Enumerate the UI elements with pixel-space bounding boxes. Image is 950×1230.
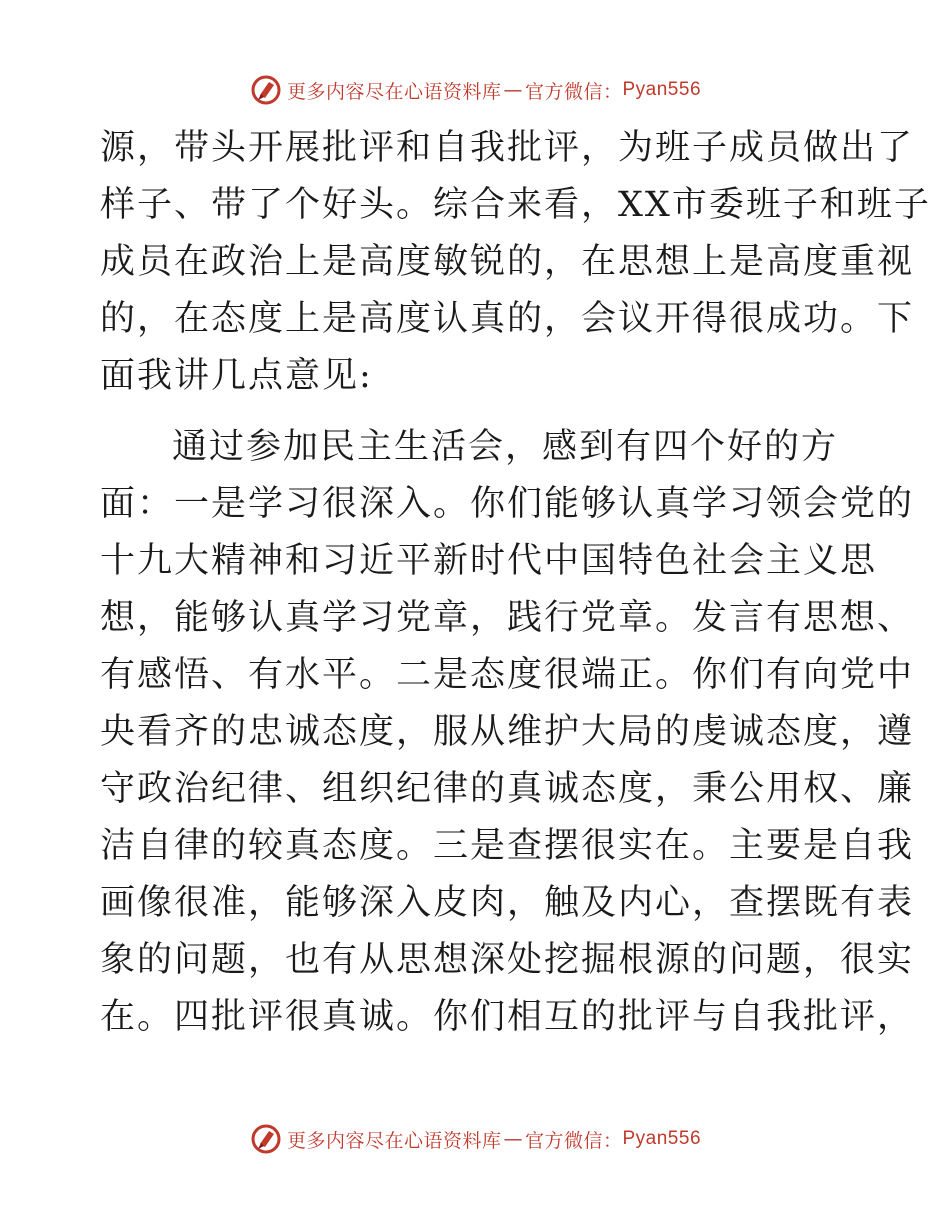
banner-wechat-label: 官方微信： — [524, 1129, 623, 1152]
banner-separator: — — [503, 1128, 523, 1150]
text-line: 成员在政治上是高度敏锐的，在思想上是高度重视 — [100, 242, 915, 282]
banner-text: 更多内容尽在心语资料库 — [286, 1129, 502, 1152]
text-line: 在。四批评很真诚。你们相互的批评与自我批评， — [100, 997, 915, 1037]
text-line: 源，带头开展批评和自我批评，为班子成员做出了 — [100, 128, 915, 168]
text-line: 的，在态度上是高度认真的，会议开得很成功。下 — [100, 299, 915, 339]
text-line: 画像很准，能够深入皮肉，触及内心，查摆既有表 — [100, 883, 915, 923]
text-line: 十九大精神和习近平新时代中国特色社会主义思 — [100, 541, 878, 581]
text-line: 有感悟、有水平。二是态度很端正。你们有向党中 — [100, 655, 915, 695]
text-line: 通过参加民主生活会，感到有四个好的方 — [172, 427, 839, 467]
banner-wechat-id: Pyan556 — [622, 1128, 702, 1149]
text-line: 守政治纪律、组织纪律的真诚态度，秉公用权、廉 — [100, 769, 915, 809]
brand-logo-icon — [249, 73, 283, 107]
text-line: 想，能够认真学习党章，践行党章。发言有思想、 — [100, 598, 915, 638]
text-line: 象的问题，也有从思想深处挖掘根源的问题，很实 — [100, 940, 915, 980]
text-line: 面：一是学习很深入。你们能够认真学习领会党的 — [100, 484, 915, 524]
text-line: 样子、带了个好头。综合来看，XX市委班子和班子 — [100, 185, 931, 225]
document-body — [100, 120, 931, 1046]
banner-wechat-id: Pyan556 — [622, 79, 702, 100]
brand-logo-icon — [249, 1122, 283, 1156]
footer-banner — [0, 1119, 950, 1159]
text-line: 央看齐的忠诚态度，服从维护大局的虔诚态度，遵 — [100, 712, 915, 752]
text-line: 洁自律的较真态度。三是查摆很实在。主要是自我 — [100, 826, 915, 866]
text-line: 面我讲几点意见: — [100, 356, 373, 396]
banner-separator: — — [503, 79, 523, 101]
banner-text: 更多内容尽在心语资料库 — [286, 80, 502, 103]
header-banner — [0, 70, 950, 110]
banner-wechat-label: 官方微信： — [524, 80, 623, 103]
